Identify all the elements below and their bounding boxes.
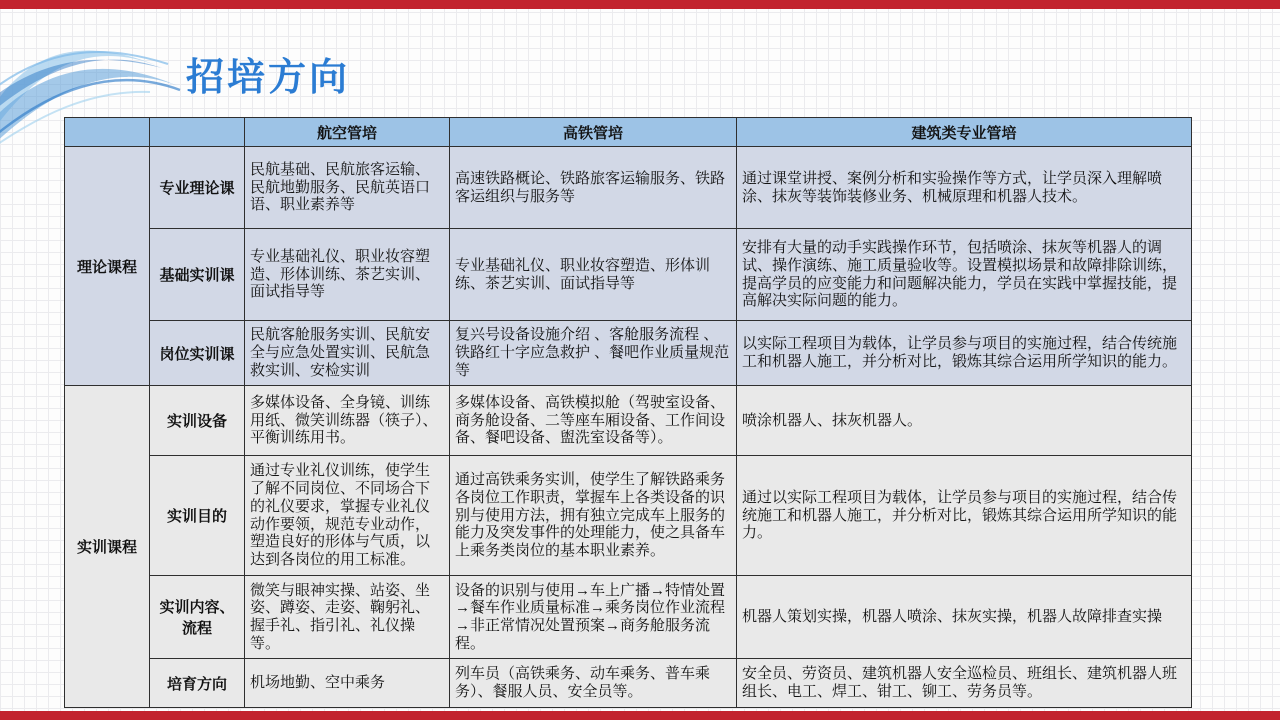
cell-basic-aviation: 专业基础礼仪、职业妆容塑造、形体训练、茶艺实训、面试指导等: [245, 229, 450, 321]
col-header-construction: 建筑类专业管培: [737, 118, 1192, 147]
cell-equipment-construction: 喷涂机器人、抹灰机器人。: [737, 386, 1192, 456]
row-label-cultivation-direction: 培育方向: [150, 659, 245, 708]
training-directions-table: [64, 117, 1192, 708]
col-header-rail: 高铁管培: [450, 118, 737, 147]
cell-content-aviation: 微笑与眼神实操、站姿、坐姿、蹲姿、走姿、鞠躬礼、握手礼、指引礼、礼仪操等。: [245, 576, 450, 659]
cell-equipment-rail: 多媒体设备、高铁模拟舱（驾驶室设备、商务舱设备、二等座车厢设备、工作间设备、餐吧设备、盥洗室设备等）。: [450, 386, 737, 456]
table-row: [65, 576, 1192, 659]
cell-purpose-construction: 通过以实际工程项目为载体，让学员参与项目的实施过程，结合传统施工和机器人施工，并分析对比，锻炼其综合运用所学知识的能力。: [737, 456, 1192, 576]
table-row: [65, 229, 1192, 321]
table-row: [65, 147, 1192, 229]
col-header-aviation: 航空管培: [245, 118, 450, 147]
row-label-training-purpose: 实训目的: [150, 456, 245, 576]
table-row: [65, 321, 1192, 386]
bottom-red-accent-bar: [0, 711, 1280, 720]
cell-post-aviation: 民航客舱服务实训、民航安全与应急处置实训、民航急救实训、安检实训: [245, 321, 450, 386]
row-label-professional-theory: 专业理论课: [150, 147, 245, 229]
table-row: [65, 456, 1192, 576]
cell-purpose-aviation: 通过专业礼仪训练，使学生了解不同岗位、不同场合下的礼仪要求，掌握专业礼仪动作要领，规范专业动作，塑造良好的形体与气质，以达到各岗位的用工标准。: [245, 456, 450, 576]
cell-purpose-rail: 通过高铁乘务实训，使学生了解铁路乘务各岗位工作职责，掌握车上各类设备的识别与使用方法，拥有独立完成车上服务的能力及突发事件的处理能力，使之具备车上乘务类岗位的基本职业素养。: [450, 456, 737, 576]
row-label-training-equipment: 实训设备: [150, 386, 245, 456]
cell-content-construction: 机器人策划实操，机器人喷涂、抹灰实操，机器人故障排查实操: [737, 576, 1192, 659]
row-label-post-practical: 岗位实训课: [150, 321, 245, 386]
cell-theory-construction: 通过课堂讲授、案例分析和实验操作等方式，让学员深入理解喷涂、抹灰等装饰装修业务、机械原理和机器人技术。: [737, 147, 1192, 229]
top-red-accent-bar: [0, 0, 1280, 9]
cell-basic-construction: 安排有大量的动手实践操作环节，包括喷涂、抹灰等机器人的调试、操作演练、施工质量验收等。设置模拟场景和故障排除训练，提高学员的应变能力和问题解决能力，学员在实践中掌握技能，提高解决实际问题的能力。: [737, 229, 1192, 321]
table-row: [65, 659, 1192, 708]
corner-cell-label: [150, 118, 245, 147]
cell-post-rail: 复兴号设备设施介绍 、客舱服务流程 、铁路红十字应急救护 、餐吧作业质量规范等: [450, 321, 737, 386]
cell-direction-construction: 安全员、劳资员、建筑机器人安全巡检员、班组长、建筑机器人班组长、电工、焊工、钳工、铆工、劳务员等。: [737, 659, 1192, 708]
cell-post-construction: 以实际工程项目为载体，让学员参与项目的实施过程，结合传统施工和机器人施工，并分析对比，锻炼其综合运用所学知识的能力。: [737, 321, 1192, 386]
cell-equipment-aviation: 多媒体设备、全身镜、训练用纸、微笑训练器（筷子）、平衡训练用书。: [245, 386, 450, 456]
cell-content-rail: 设备的识别与使用→车上广播→特情处置→餐车作业质量标准→乘务岗位作业流程→非正常情况处置预案→商务舱服务流程。: [450, 576, 737, 659]
cell-direction-aviation: 机场地勤、空中乘务: [245, 659, 450, 708]
cell-direction-rail: 列车员（高铁乘务、动车乘务、普车乘务）、餐服人员、安全员等。: [450, 659, 737, 708]
corner-cell-group: [65, 118, 150, 147]
cell-theory-rail: 高速铁路概论、铁路旅客运输服务、铁路客运组织与服务等: [450, 147, 737, 229]
row-group-practical-courses: 实训课程: [65, 386, 150, 708]
cell-basic-rail: 专业基础礼仪、职业妆容塑造、形体训练、茶艺实训、面试指导等: [450, 229, 737, 321]
row-label-basic-practical: 基础实训课: [150, 229, 245, 321]
table-row: [65, 386, 1192, 456]
cell-theory-aviation: 民航基础、民航旅客运输、民航地勤服务、民航英语口语、职业素养等: [245, 147, 450, 229]
page-title: 招培方向: [186, 57, 351, 99]
row-group-theory-courses: 理论课程: [65, 147, 150, 386]
row-label-training-content-process: 实训内容、流程: [150, 576, 245, 659]
